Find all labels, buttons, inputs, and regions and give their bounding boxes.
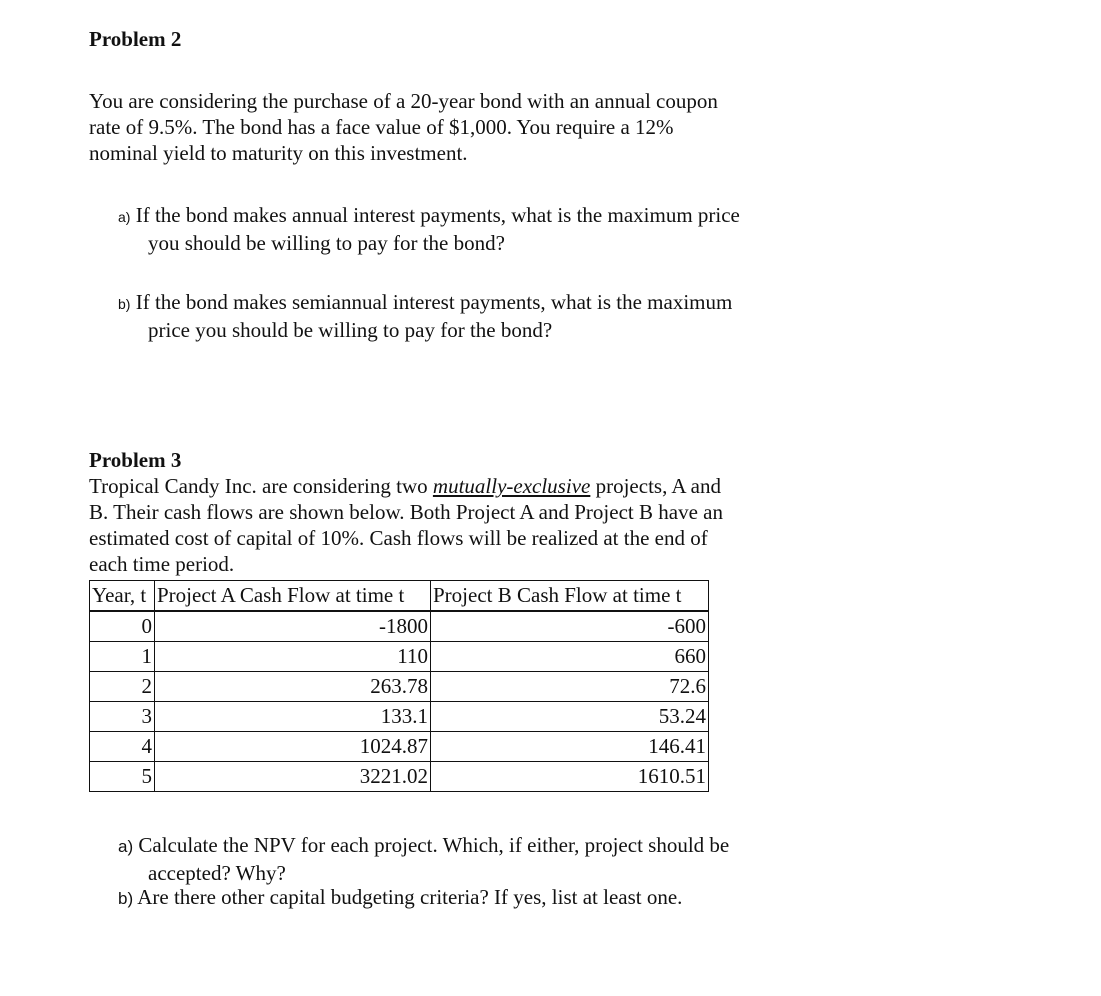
problem-2-question-b [118, 289, 732, 343]
column-header-year: Year, t [90, 581, 155, 612]
cell-project-b: 660 [431, 642, 709, 672]
problem-3-intro-line: B. Their cash flows are shown below. Both Project A and Project B have an [89, 500, 723, 524]
question-text: Calculate the NPV for each project. Which, if either, project should be [138, 833, 730, 857]
problem-3-intro-line: estimated cost of capital of 10%. Cash flows will be realized at the end of [89, 526, 708, 550]
problem-2-question-a [118, 202, 740, 256]
cell-project-b: 72.6 [431, 672, 709, 702]
problem-3-intro-line: each time period. [89, 552, 235, 576]
problem-3-intro-line [89, 473, 829, 499]
problem-2-intro [89, 88, 809, 166]
problem-2-intro-line: You are considering the purchase of a 20-year bond with an annual coupon [89, 89, 718, 113]
cell-project-b: 146.41 [431, 732, 709, 762]
question-text-continued: you should be willing to pay for the bond? [148, 231, 505, 255]
problem-2-title: Problem 2 [89, 27, 182, 51]
table-row [90, 702, 709, 732]
table-row [90, 611, 709, 642]
table-row [90, 762, 709, 792]
cell-project-a: 3221.02 [155, 762, 431, 792]
problem-3-question-a [118, 832, 729, 886]
cell-project-b: 1610.51 [431, 762, 709, 792]
question-text: Are there other capital budgeting criteria? If yes, list at least one. [137, 885, 683, 909]
problem-2-intro-line: rate of 9.5%. The bond has a face value of $1,000. You require a 12% [89, 115, 674, 139]
question-text: If the bond makes annual interest payments, what is the maximum price [135, 203, 740, 227]
cell-year: 3 [90, 702, 155, 732]
column-header-project-b: Project B Cash Flow at time t [431, 581, 709, 612]
cell-project-a: 110 [155, 642, 431, 672]
cash-flow-table [89, 580, 709, 792]
table-row [90, 732, 709, 762]
problem-3-title: Problem 3 [89, 448, 182, 472]
problem-3-intro [89, 473, 829, 577]
table-header-row [90, 581, 709, 612]
cell-year: 4 [90, 732, 155, 762]
problem-3-question-b [118, 884, 682, 912]
cell-year: 5 [90, 762, 155, 792]
table-row [90, 642, 709, 672]
cell-project-a: 133.1 [155, 702, 431, 732]
cell-project-b: 53.24 [431, 702, 709, 732]
question-marker: b) [118, 296, 131, 312]
question-marker: a) [118, 837, 134, 856]
question-text: If the bond makes semiannual interest payments, what is the maximum [135, 290, 733, 314]
cell-project-a: 263.78 [155, 672, 431, 702]
question-marker: a) [118, 209, 131, 225]
cell-project-a: 1024.87 [155, 732, 431, 762]
mutually-exclusive-emphasis: mutually-exclusive [432, 474, 591, 498]
question-marker: b) [118, 889, 134, 908]
question-text-continued: price you should be willing to pay for the bond? [148, 318, 553, 342]
question-text-continued: accepted? Why? [148, 861, 286, 885]
intro-text: Tropical Candy Inc. are considering two [89, 474, 433, 498]
cell-year: 2 [90, 672, 155, 702]
cell-year: 1 [90, 642, 155, 672]
cell-year: 0 [90, 611, 155, 642]
table-row [90, 672, 709, 702]
cell-project-b: -600 [431, 611, 709, 642]
column-header-project-a: Project A Cash Flow at time t [155, 581, 431, 612]
problem-2-intro-line: nominal yield to maturity on this investment. [89, 141, 468, 165]
cell-project-a: -1800 [155, 611, 431, 642]
intro-text: projects, A and [590, 474, 721, 498]
